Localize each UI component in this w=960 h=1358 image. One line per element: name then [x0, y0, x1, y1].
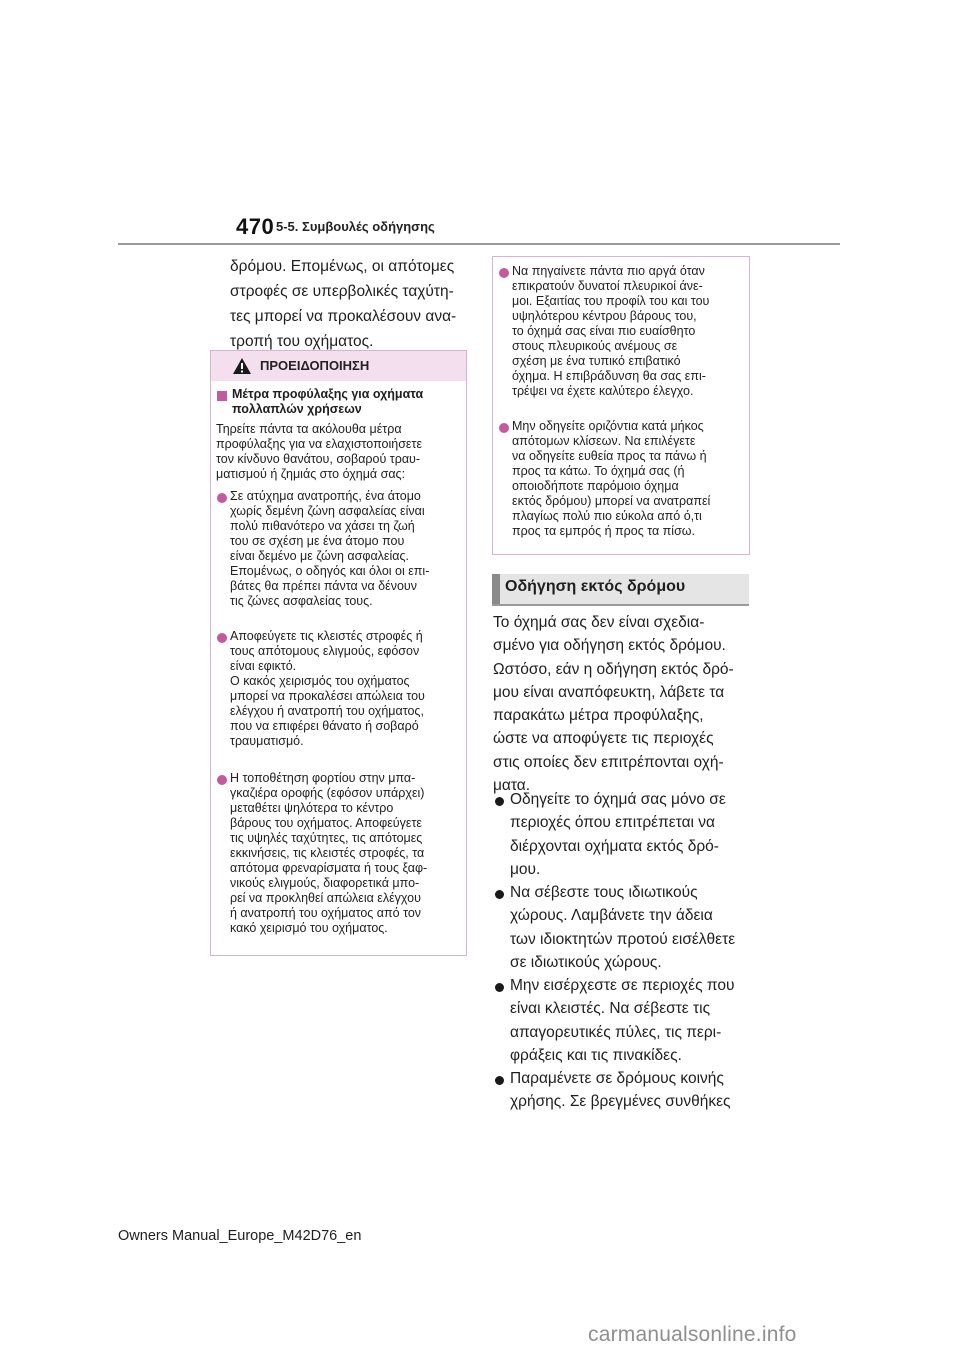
text-line: βάρους του οχήματος. Αποφεύγετε: [230, 816, 422, 830]
warning-bullet: [230, 771, 427, 936]
text-line: μπορεί να προκαλέσει απώλεια του: [230, 689, 425, 703]
intro-paragraph: [230, 255, 456, 355]
text-line: Μην οδηγείτε οριζόντια κατά μήκος: [512, 419, 704, 433]
text-line: Ωστόσο, εάν η οδήγηση εκτός δρό-: [493, 660, 734, 678]
text-line: των ιδιοκτητών προτού εισέλθετε: [510, 930, 736, 948]
text-line: χρήσης. Σε βρεγμένες συνθήκες: [510, 1093, 731, 1111]
warning-bullet: [512, 419, 710, 539]
text-line: μοι. Εξαιτίας του προφίλ του και του: [512, 294, 710, 308]
text-line: σχέση με ένα τυπικό επιβατικό: [512, 354, 681, 368]
text-line: του σε σχέση με ένα άτομο που: [230, 534, 405, 548]
text-line: προφύλαξης για να ελαχιστοποιήσετε: [216, 437, 423, 451]
text-line: τους απότομους ελιγμούς, εφόσον: [230, 644, 420, 658]
text-line: ματα.: [493, 777, 531, 795]
text-line: γκαζιέρα οροφής (εφόσον υπάρχει): [230, 786, 425, 800]
text-line: τον κίνδυνο θανάτου, σοβαρού τραυ-: [216, 452, 421, 466]
text-line: απαγορευτικές πύλες, τις περι-: [510, 1023, 722, 1041]
circle-bullet-icon: [217, 493, 227, 503]
warning-box: [210, 350, 467, 956]
text-line: στις οποίες δεν επιτρέπονται οχή-: [493, 753, 724, 771]
square-bullet-icon: [217, 391, 227, 401]
round-bullet-icon: [495, 797, 504, 806]
text-line: το όχημά σας είναι πιο ευαίσθητο: [512, 324, 696, 338]
text-line: Μέτρα προφύλαξης για οχήματα: [232, 387, 424, 401]
text-line: οποιοδήποτε παρόμοιο όχημα: [512, 479, 679, 493]
manual-footer: Owners Manual_Europe_M42D76_en: [118, 1228, 362, 1244]
text-line: Ο κακός χειρισμός του οχήματος: [230, 674, 410, 688]
text-line: Παραμένετε σε δρόμους κοινής: [510, 1070, 724, 1087]
text-line: να οδηγείτε ευθεία προς τα πάνω ή: [512, 449, 707, 463]
warning-bullet: [512, 264, 709, 399]
section-title-bar: [492, 574, 500, 606]
text-line: Σε ατύχημα ανατροπής, ένα άτομο: [230, 489, 421, 503]
text-line: Να πηγαίνετε πάντα πιο αργά όταν: [512, 264, 705, 278]
text-line: μου.: [510, 860, 541, 878]
round-bullet-icon: [495, 1076, 504, 1085]
text-line: όχημα. Η επιβράδυνση θα σας επι-: [512, 369, 706, 383]
text-line: βάτες θα πρέπει πάντα να δένουν: [230, 579, 417, 593]
text-line: Το όχημά σας δεν είναι σχεδια-: [493, 614, 705, 631]
text-line: που να επιφέρει θάνατο ή σοβαρό: [230, 719, 419, 733]
text-line: στροφές σε υπερβολικές ταχύτη-: [230, 283, 454, 300]
text-line: Αποφεύγετε τις κλειστές στροφές ή: [230, 629, 423, 643]
round-bullet-icon: [495, 890, 504, 899]
offroad-bullet: [510, 974, 734, 1067]
circle-bullet-icon: [499, 423, 509, 433]
text-line: εκκινήσεις, τις κλειστές στροφές, τα: [230, 846, 425, 860]
text-line: τις ζώνες ασφαλείας τους.: [230, 594, 373, 608]
offroad-paragraph: [493, 611, 734, 797]
warning-continuation-box: [492, 256, 750, 555]
text-line: τροπή του οχήματος.: [230, 333, 374, 350]
text-line: ή ανατροπή του οχήματος από τον: [230, 906, 422, 920]
text-line: σε ιδιωτικούς χώρους.: [510, 953, 662, 971]
text-line: παρακάτω μέτρα προφύλαξης,: [493, 707, 704, 725]
text-line: είναι εφικτό.: [230, 659, 297, 673]
text-line: Οδηγείτε το όχημά σας μόνο σε: [510, 791, 726, 808]
header-divider: [118, 243, 840, 245]
text-line: Τηρείτε πάντα τα ακόλουθα μέτρα: [216, 422, 402, 436]
text-line: ματισμού ή ζημιάς στο όχημά σας:: [216, 467, 406, 481]
section-title-underline: [492, 604, 749, 606]
text-line: απότομων κλίσεων. Να επιλέγετε: [512, 434, 696, 448]
round-bullet-icon: [495, 983, 504, 992]
text-line: Η τοποθέτηση φορτίου στην μπα-: [230, 771, 416, 785]
text-line: νικούς ελιγμούς, διαφορετικά μπο-: [230, 876, 420, 890]
warning-triangle-icon: [232, 357, 252, 375]
text-line: Μην εισέρχεστε σε περιοχές που: [510, 977, 735, 994]
warning-bullet: [230, 489, 429, 609]
text-line: τες μπορεί να προκαλέσουν ανα-: [230, 308, 457, 325]
text-line: απότομα φρεναρίσματα ή τους ξαφ-: [230, 861, 428, 875]
text-line: είναι κλειστές. Να σέβεστε τις: [510, 1000, 711, 1018]
text-line: φράξεις και τις πινακίδες.: [510, 1046, 682, 1064]
text-line: μεταθέτει ψηλότερα το κέντρο: [230, 801, 394, 815]
text-line: εκτός δρόμου) μπορεί να ανατραπεί: [512, 494, 711, 508]
text-line: προς τα κάτω. Το όχημά σας (ή: [512, 464, 685, 478]
text-line: χωρίς δεμένη ζώνη ασφαλείας είναι: [230, 504, 425, 518]
text-line: διέρχονται οχήματα εκτός δρό-: [510, 837, 719, 855]
text-line: περιοχές όπου επιτρέπεται να: [510, 814, 715, 832]
text-line: τις υψηλές ταχύτητες, τις απότομες: [230, 831, 423, 845]
page-number: 470: [236, 214, 275, 239]
text-line: χώρους. Λαμβάνετε την άδεια: [510, 907, 713, 925]
text-line: κακό χειρισμό του οχήματος.: [230, 921, 388, 935]
warning-subheading: [232, 387, 423, 417]
warning-title: ΠΡΟΕΙΔΟΠΟΙΗΣΗ: [260, 358, 370, 373]
text-line: επικρατούν δυνατοί πλευρικοί άνε-: [512, 279, 703, 293]
section-reference: 5-5. Συμβουλές οδήγησης: [276, 219, 435, 234]
offroad-bullet: [510, 788, 726, 881]
site-watermark: carmanualsonline.info: [588, 1323, 797, 1346]
text-line: είναι δεμένο με ζώνη ασφαλείας.: [230, 549, 410, 563]
section-title: Οδήγηση εκτός δρόμου: [505, 578, 686, 595]
text-line: μου είναι αναπόφευκτη, λάβετε τα: [493, 683, 725, 701]
text-line: ώστε να αποφύγετε τις περιοχές: [493, 730, 714, 748]
text-line: Να σέβεστε τους ιδιωτικούς: [510, 884, 698, 901]
circle-bullet-icon: [217, 633, 227, 643]
text-line: ρεί να προκληθεί απώλεια ελέγχου: [230, 891, 421, 905]
circle-bullet-icon: [217, 775, 227, 785]
text-line: προς τα εμπρός ή προς τα πίσω.: [512, 524, 696, 538]
text-line: υψηλότερου κέντρου βάρους του,: [512, 309, 697, 323]
text-line: πολλαπλών χρήσεων: [232, 402, 362, 416]
warning-header: [211, 351, 466, 381]
text-line: Επομένως, ο οδηγός και όλοι οι επι-: [230, 564, 430, 578]
warning-bullet: [230, 629, 425, 749]
circle-bullet-icon: [499, 268, 509, 278]
offroad-bullet: [510, 1067, 730, 1114]
text-line: δρόμου. Επομένως, οι απότομες: [230, 258, 455, 275]
text-line: σμένο για οδήγηση εκτός δρόμου.: [493, 637, 726, 655]
text-line: ελέγχου ή ανατροπή του οχήματος,: [230, 704, 424, 718]
warning-paragraph: [216, 422, 422, 482]
text-line: τραυματισμό.: [230, 734, 304, 748]
text-line: στους πλευρικούς ανέμους σε: [512, 339, 678, 353]
text-line: πλαγίως πολύ πιο εύκολα από ό,τι: [512, 509, 702, 523]
text-line: πολύ πιθανότερο να χάσει τη ζωή: [230, 519, 415, 533]
offroad-bullet: [510, 881, 735, 974]
text-line: τρέψει να έχετε καλύτερο έλεγχο.: [512, 384, 694, 398]
